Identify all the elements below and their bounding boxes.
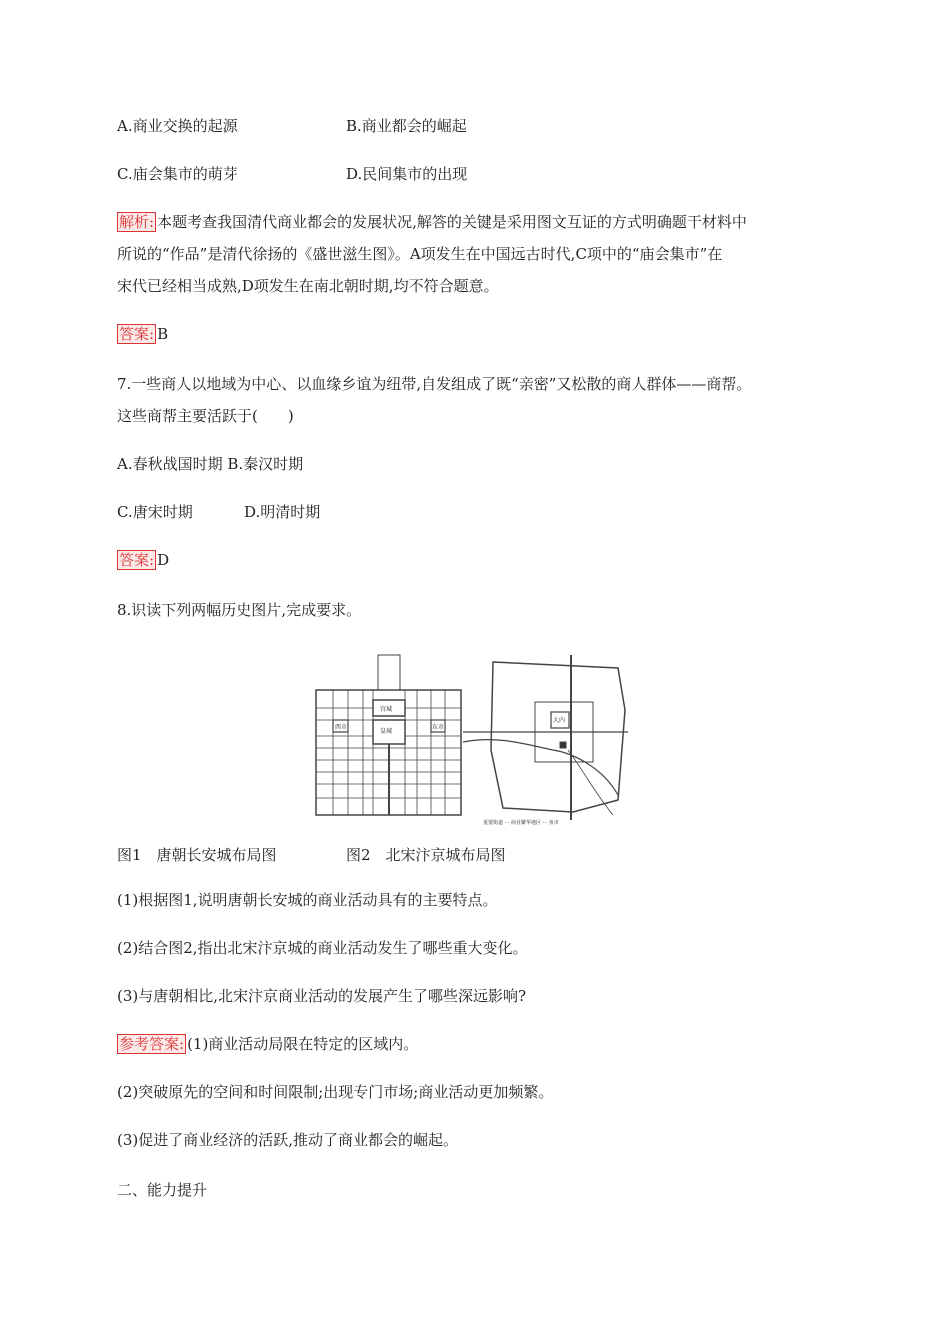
answer-value: B bbox=[157, 325, 169, 343]
q8-stem: 8.识读下列两幅历史图片,完成要求。 bbox=[117, 601, 362, 619]
answer-tag: 答案: bbox=[119, 551, 155, 569]
q6-answer bbox=[117, 323, 168, 345]
q6-option-b: B.商业都会的崛起 bbox=[346, 117, 467, 135]
q8-answer-3: (3)促进了商业经济的活跃,推动了商业都会的崛起。 bbox=[117, 1131, 459, 1149]
history-maps-figure bbox=[313, 650, 633, 830]
q8-sub2: (2)结合图2,指出北宋汴京城的商业活动发生了哪些重大变化。 bbox=[117, 939, 528, 957]
q8-answer-2: (2)突破原先的空间和时间限制;出现专门市场;商业活动更加频繁。 bbox=[117, 1083, 554, 1101]
q6-option-c: C.庙会集市的萌芽 bbox=[117, 165, 238, 183]
q7-answer bbox=[117, 549, 169, 571]
q7-option-ab: A.春秋战国时期 B.秦汉时期 bbox=[117, 455, 304, 473]
q8-sub3: (3)与唐朝相比,北宋汴京商业活动的发展产生了哪些深远影响? bbox=[117, 987, 527, 1005]
reference-answer-1: (1)商业活动局限在特定的区域内。 bbox=[187, 1035, 419, 1053]
answer-value: D bbox=[157, 551, 170, 569]
east-market-label: 东市 bbox=[432, 724, 445, 731]
q6-analysis-line1 bbox=[117, 211, 747, 233]
imperial-city-label: 皇城 bbox=[380, 728, 393, 735]
q7-option-d: D.明清时期 bbox=[244, 503, 321, 521]
palace-label: 宫城 bbox=[380, 706, 393, 713]
q7-option-c: C.唐宋时期 bbox=[117, 503, 193, 521]
changan-map bbox=[316, 655, 461, 815]
map-legend: 重要街道 ··· 商业繁华地区 ··· 鱼市 bbox=[483, 820, 559, 826]
q6-option-a: A.商业交换的起源 bbox=[117, 117, 238, 135]
reference-answer-tag: 参考答案: bbox=[119, 1035, 185, 1053]
maps-svg bbox=[313, 650, 633, 830]
q6-analysis-line2: 所说的“作品”是清代徐扬的《盛世滋生图》。A项发生在中国远古时代,C项中的“庙会集市”在 bbox=[117, 245, 723, 263]
figure2-caption: 图2 北宋汴京城布局图 bbox=[346, 846, 506, 864]
figure1-caption: 图1 唐朝长安城布局图 bbox=[117, 846, 277, 864]
west-market-label: 西市 bbox=[335, 724, 348, 731]
analysis-text-1: 本题考查我国清代商业都会的发展状况,解答的关键是采用图文互证的方式明确题干材料中 bbox=[157, 213, 747, 231]
section-heading: 二、能力提升 bbox=[117, 1181, 208, 1199]
answer-tag: 答案: bbox=[119, 325, 155, 343]
q7-stem-line1: 7.一些商人以地域为中心、以血缘乡谊为纽带,自发组成了既“亲密”又松散的商人群体——商帮。 bbox=[117, 375, 752, 393]
q8-sub1: (1)根据图1,说明唐朝长安城的商业活动具有的主要特点。 bbox=[117, 891, 498, 909]
q7-stem-line2: 这些商帮主要活跃于( ) bbox=[117, 407, 294, 425]
q8-reference-answer bbox=[117, 1033, 418, 1055]
q6-option-d: D.民间集市的出现 bbox=[346, 165, 468, 183]
analysis-tag: 解析: bbox=[119, 213, 155, 231]
q6-analysis-line3: 宋代已经相当成熟,D项发生在南北朝时期,均不符合题意。 bbox=[117, 277, 499, 295]
inner-palace-label: 大内 bbox=[553, 717, 566, 724]
bianjing-map bbox=[463, 655, 628, 820]
